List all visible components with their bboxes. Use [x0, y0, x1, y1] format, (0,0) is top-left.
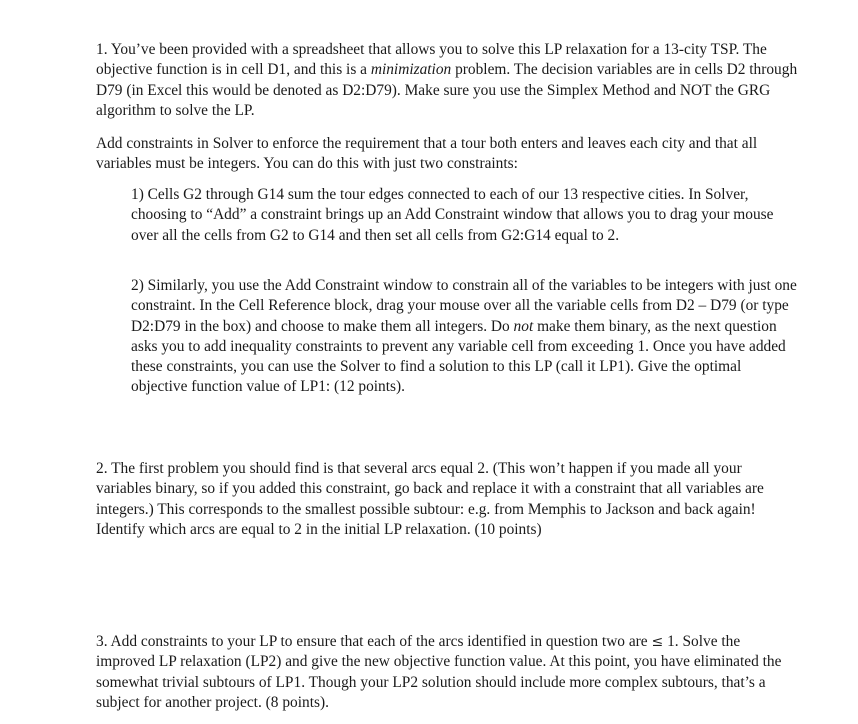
item2-start: 2) Similarly, you use the Add Constraint window to constrain all of the variables to be integers with just one constraint. In the Cell Reference block, drag your mouse over all the variable cells from D2 – D79 (or type D2:D79 in the box) and choose to make them all integers. Do [131, 277, 797, 335]
less-equal-symbol: ≤ [651, 634, 664, 650]
constraint-item-1: 1) Cells G2 through G14 sum the tour edges connected to each of our 13 respective cities. In Solver, choosing to “Add” a constraint brings up an Add Constraint window that allows you to drag your mouse over all the cells from G2 to G14 and then set all cells from G2:G14 equal to 2. [131, 186, 774, 244]
question-1-add-constraints: Add constraints in Solver to enforce the requirement that a tour both enters and leaves each city and that all variables must be integers. You can do this with just two constraints: [96, 135, 758, 173]
question-1-intro [96, 40, 801, 121]
item2-emphasis: not [513, 317, 534, 335]
question-3 [96, 632, 801, 713]
q1-intro-start: 1. You’ve been provided with a spreadsheet that allows you to solve this LP relaxation for a 13-city TSP. The objective function is in cell D1, and this is a [96, 41, 767, 79]
q3-start: 3. Add constraints to your LP to ensure that each of the arcs identified in question two are [96, 633, 652, 650]
item2-end: make them binary, as the next question asks you to add inequality constraints to prevent any variable cell from exceeding 1. Once you have added these constraints, you can use the Solver to find a solution to this LP (call it LP1). Give the optimal objective function value of LP1: (12 points). [131, 317, 786, 396]
question-2: 2. The first problem you should find is that several arcs equal 2. (This won’t happen if you made all your variables binary, so if you added this constraint, go back and replace it with a constraint that all variables are integers.) This corresponds to the smallest possible subtour: e.g. from Memphis to Jackson and back again! Identify which arcs are equal to 2 in the initial LP relaxation. (10 points) [96, 460, 764, 538]
constraint-item-2 [131, 276, 801, 398]
q1-intro-emphasis: minimization [370, 61, 452, 79]
q3-end: 1. Solve the improved LP relaxation (LP2) and give the new objective function value. At this point, you have eliminated the somewhat trivial subtours of LP1. Though your LP2 solution should include more complex subtours, that’s a subject for another project. (8 points). [96, 633, 782, 711]
q1-intro-end: problem. The decision variables are in cells D2 through D79 (in Excel this would be denoted as D2:D79). Make sure you use the Simplex Method and NOT the GRG algorithm to solve the LP. [96, 61, 798, 119]
